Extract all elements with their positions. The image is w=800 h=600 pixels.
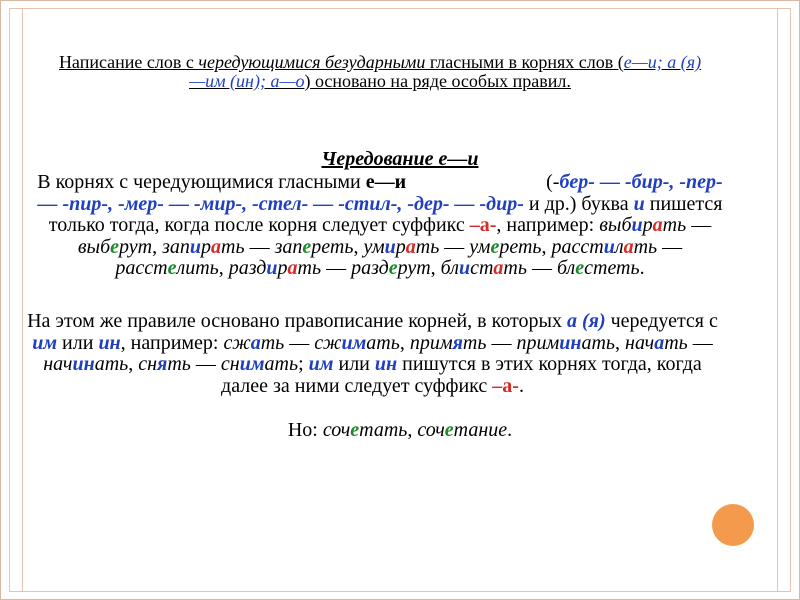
p2-s3: или bbox=[57, 331, 99, 354]
frame-bottom-line bbox=[9, 591, 791, 592]
intro-alternations: е—и; а (я)—им (ин); а—о bbox=[189, 52, 702, 91]
p2-s7: пишутся в этих корнях тогда, когда далее за ними следует суффикс bbox=[221, 353, 702, 397]
p2-ex4: приминать bbox=[516, 331, 616, 354]
p1-example-word: запирать bbox=[162, 235, 245, 258]
p1-roots: бер- — -бир-, -пер- — -пир-, -мер- — -мир-, -стел- — -стил-, -дер- — -дир- bbox=[37, 171, 723, 215]
p2-ex6: начинать bbox=[43, 353, 129, 375]
intro-text bbox=[55, 53, 705, 91]
intro-part1: Написание слов с bbox=[58, 52, 199, 72]
p3-end: . bbox=[507, 419, 513, 441]
p1-examples: выбирать — выберут, запирать — запереть, умирать — умереть, расстилать — расстелить, раздирать — раздерут, блистать — блестеть bbox=[77, 214, 712, 279]
p1-s1: В корнях с чередующимися гласными bbox=[37, 171, 366, 193]
p1-s4: и др.) буква bbox=[523, 192, 634, 215]
p2-s8: . bbox=[518, 374, 524, 397]
p2-s1: На этом же правиле основано правописание корней, в которых bbox=[27, 310, 567, 332]
p1-example-word: блестеть bbox=[556, 257, 640, 279]
p2-ex8: снимать bbox=[220, 353, 299, 375]
p2-ex3: примять bbox=[409, 331, 487, 354]
p2-ex5: начать bbox=[625, 331, 688, 354]
section-heading: Чередование е—и bbox=[321, 148, 479, 170]
p2-s4: , например: bbox=[120, 331, 224, 354]
p1-end: . bbox=[639, 257, 645, 279]
p1-s3: (- bbox=[546, 171, 560, 193]
frame-left-band bbox=[9, 8, 23, 592]
p3-sep: , bbox=[407, 419, 418, 441]
p2-in: ин bbox=[98, 331, 121, 354]
p1-example-word: расстелить bbox=[115, 257, 219, 279]
p1-example-word: расстилать bbox=[551, 235, 658, 258]
p1-example-word: запереть bbox=[274, 235, 354, 258]
p2-ya: (я) bbox=[581, 310, 606, 332]
p1-example-word: выберут bbox=[77, 235, 153, 258]
frame-top-line bbox=[9, 8, 791, 9]
paragraph-e-i bbox=[35, 172, 725, 280]
p2-s2: чередуется с bbox=[605, 310, 718, 332]
p3-word2: сочетание bbox=[417, 419, 508, 441]
p2-ex7: снять bbox=[138, 353, 191, 375]
p1-s5: пишется только тогда, когда после корня следует суффикс bbox=[48, 192, 723, 236]
p1-example-word: раздерут bbox=[351, 257, 431, 279]
p2-im2: им bbox=[308, 353, 334, 375]
intro-part3: гласными в корнях слов ( bbox=[425, 52, 624, 72]
p2-im: им bbox=[32, 331, 58, 354]
p2-ex1: сжать bbox=[223, 331, 285, 354]
intro-italic: чередующимися безударными bbox=[198, 52, 426, 72]
p2-in2: ин bbox=[374, 353, 398, 375]
p3-s1: Но: bbox=[287, 419, 323, 441]
p1-bold-e-i: е—и bbox=[365, 171, 407, 193]
p1-s6: , например: bbox=[496, 214, 600, 236]
p2-a: а bbox=[566, 310, 577, 332]
p3-word1: сочетать bbox=[322, 419, 408, 441]
p2-s6: или bbox=[333, 353, 375, 375]
p1-example-word: выбирать bbox=[599, 214, 687, 236]
paragraph-exception bbox=[0, 419, 800, 442]
p1-suffix: –а- bbox=[469, 214, 497, 236]
p1-letter-i: и bbox=[633, 192, 645, 215]
decorative-orange-circle bbox=[712, 504, 754, 546]
p2-suffix: –а- bbox=[492, 374, 519, 397]
p2-s5: ; bbox=[298, 353, 309, 375]
intro-part4: ) основано на ряде особых правил. bbox=[304, 71, 571, 91]
p1-example-word: умереть bbox=[469, 235, 542, 258]
paragraph-a-im: На этом же правиле основано правописание корней, в которых а (я) чередуется с им или ин, например: сжать — сжимать, примять — приминать, начать — начинать, снять — снимать; им или ин пишутся в этих корнях тогда, когда далее за ними следует суффикс –а-. bbox=[27, 310, 718, 397]
frame-right-band bbox=[777, 8, 791, 592]
p2-ex2: сжимать bbox=[314, 331, 400, 354]
p1-example-word: умирать bbox=[363, 235, 440, 258]
p1-example-word: блистать bbox=[440, 257, 527, 279]
p1-example-word: раздирать bbox=[228, 257, 322, 279]
